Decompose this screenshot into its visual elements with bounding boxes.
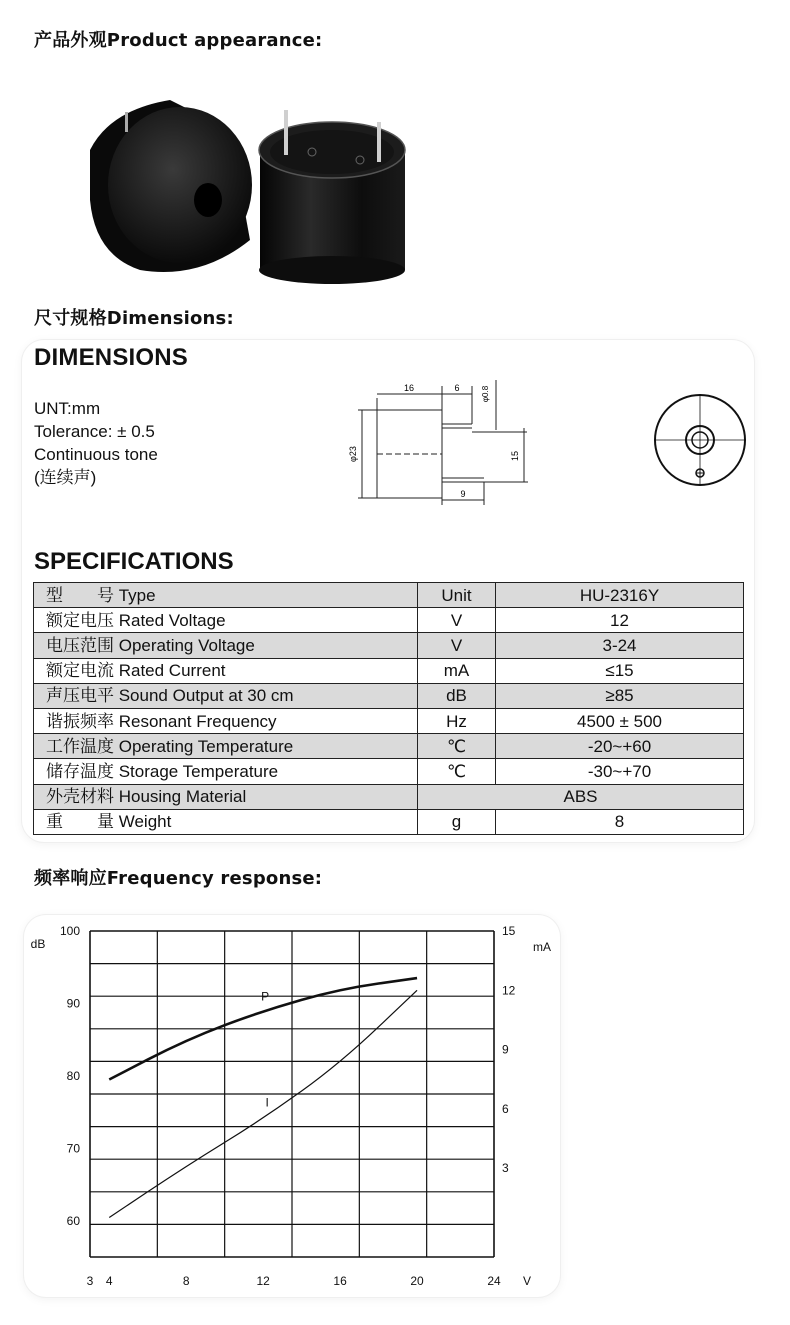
y-left-axis-label: dB: [30, 937, 46, 951]
tone-cn-text: (连续声): [34, 468, 97, 487]
spec-unit-cell: Hz: [418, 708, 496, 733]
spec-unit-cell: V: [418, 633, 496, 658]
dim-16-label: 16: [403, 383, 415, 393]
frequency-heading: 频率响应Frequency response:: [34, 868, 323, 889]
y-left-tick-label: 90: [66, 996, 80, 1011]
spec-row: [34, 683, 744, 708]
spec-unit-cell: V: [418, 608, 496, 633]
spec-value-cell: 4500 ± 500: [496, 708, 744, 733]
spec-unit-cell: g: [418, 809, 496, 834]
spec-row: [34, 658, 744, 683]
spec-unit-cell: dB: [418, 683, 496, 708]
side-view-drawing: [342, 360, 562, 505]
y-left-tick-label: 80: [66, 1068, 80, 1083]
spec-name-cell: 声压电平 Sound Output at 30 cm: [34, 683, 418, 708]
spec-row: [34, 759, 744, 784]
specifications-title: SPECIFICATIONS: [34, 548, 234, 575]
spec-row: [34, 809, 744, 834]
spec-name-cell: 额定电流 Rated Current: [34, 658, 418, 683]
specifications-table: [33, 582, 744, 835]
spec-row: [34, 784, 744, 809]
dim-6-label: 6: [454, 383, 460, 393]
spec-unit-cell: Unit: [418, 583, 496, 608]
spec-row: [34, 608, 744, 633]
y-left-tick-label: 60: [66, 1213, 80, 1228]
y-left-tick-label: 70: [66, 1141, 80, 1156]
spec-name-cell: 重 量 Weight: [34, 809, 418, 834]
dimensions-heading: 尺寸规格Dimensions:: [34, 308, 234, 329]
dim-15-label: 15: [510, 450, 520, 462]
x-tick-label: 8: [182, 1274, 190, 1288]
spec-value-cell: HU-2316Y: [496, 583, 744, 608]
spec-name-cell: 储存温度 Storage Temperature: [34, 759, 418, 784]
spec-unit-cell: ℃: [418, 759, 496, 784]
appearance-heading: 产品外观Product appearance:: [34, 30, 323, 51]
dim-23-label: φ23: [348, 446, 358, 462]
series-line-i: [109, 990, 417, 1217]
spec-value-cell: ABS: [418, 784, 744, 809]
y-right-axis-label: mA: [533, 940, 551, 954]
series-label-p: P: [261, 989, 270, 1004]
x-tick-label: 12: [256, 1274, 270, 1288]
spec-name-cell: 型 号 Type: [34, 583, 418, 608]
x-tick-label: 4: [105, 1274, 113, 1288]
spec-name-cell: 谐振频率 Resonant Frequency: [34, 708, 418, 733]
spec-value-cell: -20~+60: [496, 734, 744, 759]
spec-value-cell: 12: [496, 608, 744, 633]
y-right-tick-label: 3: [502, 1161, 509, 1176]
x-axis-label: V: [522, 1274, 532, 1288]
spec-value-cell: 8: [496, 809, 744, 834]
spec-name-cell: 电压范围 Operating Voltage: [34, 633, 418, 658]
dimensions-notes: [34, 397, 158, 489]
dimensions-card: [22, 340, 754, 842]
spec-row: [34, 734, 744, 759]
x-tick-label: 24: [487, 1274, 501, 1288]
x-tick-label: 3: [86, 1274, 94, 1288]
spec-name-cell: 工作温度 Operating Temperature: [34, 734, 418, 759]
spec-name-cell: 额定电压 Rated Voltage: [34, 608, 418, 633]
frequency-card: [24, 915, 560, 1297]
dim-9-label: 9: [460, 489, 466, 499]
tolerance-text: Tolerance: ± 0.5: [34, 422, 155, 441]
spec-row: [34, 708, 744, 733]
front-view-drawing: [650, 390, 750, 490]
spec-name-cell: 外壳材料 Housing Material: [34, 784, 418, 809]
spec-value-cell: ≥85: [496, 683, 744, 708]
spec-value-cell: ≤15: [496, 658, 744, 683]
spec-unit-cell: mA: [418, 658, 496, 683]
x-tick-label: 20: [410, 1274, 424, 1288]
spec-unit-cell: ℃: [418, 734, 496, 759]
spec-value-cell: -30~+70: [496, 759, 744, 784]
frequency-response-chart: [24, 915, 560, 1297]
dim-pin-label: φ0.8: [481, 385, 490, 403]
spec-row: [34, 583, 744, 608]
y-right-tick-label: 15: [502, 924, 516, 938]
dimensions-title: DIMENSIONS: [34, 344, 189, 371]
tone-text: Continuous tone: [34, 445, 158, 464]
unit-text: UNT:mm: [34, 399, 101, 418]
spec-row: [34, 633, 744, 658]
y-left-tick-label: 100: [59, 924, 80, 938]
y-right-tick-label: 9: [502, 1042, 509, 1057]
y-right-tick-label: 6: [502, 1101, 509, 1116]
series-label-i: I: [265, 1095, 269, 1110]
spec-value-cell: 3-24: [496, 633, 744, 658]
product-photo: [80, 90, 420, 290]
y-right-tick-label: 12: [502, 983, 516, 998]
x-tick-label: 16: [333, 1274, 347, 1288]
